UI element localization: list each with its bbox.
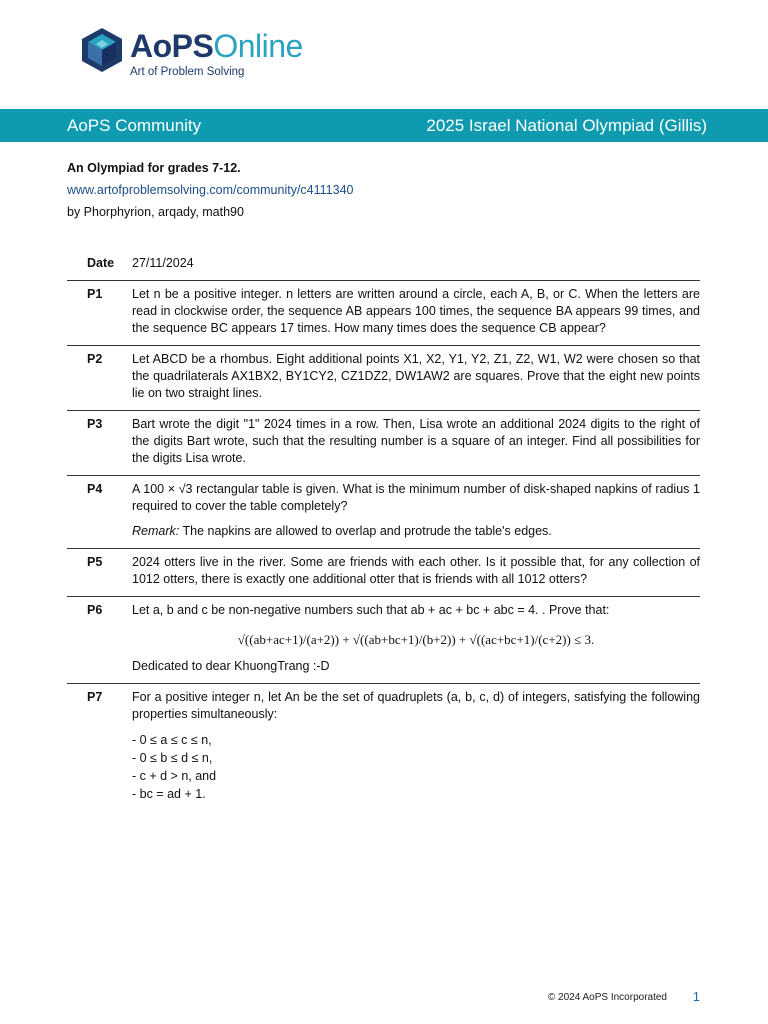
intro (67, 157, 707, 223)
condition-item: - bc = ad + 1. (132, 787, 206, 801)
contest-title: 2025 Israel National Olympiad (Gillis) (426, 116, 707, 135)
condition-item: - c + d > n, and (132, 769, 217, 783)
problem-row-p2 (67, 346, 700, 411)
row-label: P7 (87, 690, 103, 704)
header-band (0, 109, 768, 142)
date-row (67, 250, 700, 281)
problem-text: Let n be a positive integer. n letters are written around a circle, each A, B, or C. When the letters are read in clockwise order, the sequence AB appears 100 times, the sequence BA appears 99 times, and the sequence BC appears 17 times. How many times does the sequence CB appear? (132, 287, 700, 335)
cube-logo-icon (80, 26, 124, 74)
aops-logo (80, 22, 380, 82)
problem-row-p1 (67, 281, 700, 346)
row-label: P2 (87, 352, 103, 366)
remark-text: The napkins are allowed to overlap and protrude the table's edges. (182, 524, 552, 538)
problem-text: Bart wrote the digit "1" 2024 times in a row. Then, Lisa wrote an additional 2024 digits to the right of the digits Bart wrote, such that the resulting number is a square of an integer. Find all possibilities for the digits Lisa wrote. (132, 417, 700, 465)
row-label: P4 (87, 482, 103, 496)
condition-item: - 0 ≤ a ≤ c ≤ n, (132, 733, 212, 747)
remark-label: Remark: (132, 524, 180, 538)
date-value: 27/11/2024 (132, 256, 194, 270)
problem-text: 2024 otters live in the river. Some are friends with each other. Is it possible that, for any collection of 1012 otters, there is exactly one additional otter that is friends with all 1012 otters? (132, 555, 700, 586)
row-label: P6 (87, 603, 103, 617)
problem-row-p5 (67, 549, 700, 597)
row-label: Date (87, 256, 115, 270)
problem-row-p7 (67, 684, 700, 811)
community-title: AoPS Community (67, 116, 202, 135)
problem-row-p6 (67, 597, 700, 684)
problem-row-p3 (67, 411, 700, 476)
problem-text: Let ABCD be a rhombus. Eight additional points X1, X2, Y1, Y2, Z1, Z2, W1, W2 were chosen so that the quadrilaterals AX1BX2, BY1CY2, CZ1DZ2, DW1AW2 are squares. Prove that the eight new points lie on two straight lines. (132, 352, 700, 400)
problem-text: Let a, b and c be non-negative numbers such that ab + ac + bc + abc = 4. . Prove that: (132, 603, 610, 617)
brand-tagline: Art of Problem Solving (130, 66, 245, 78)
problem-row-p4 (67, 476, 700, 549)
remark (132, 523, 700, 540)
dedication: Dedicated to dear KhuongTrang :-D (132, 659, 330, 673)
copyright: © 2024 AoPS Incorporated (547, 992, 667, 1003)
problem-text: For a positive integer n, let An be the set of quadruplets (a, b, c, d) of integers, satisfying the following properties simultaneously: (132, 690, 700, 721)
intro-heading: An Olympiad for grades 7-12. (67, 161, 241, 175)
row-label: P3 (87, 417, 103, 431)
page-number: 1 (692, 989, 700, 1004)
row-label: P1 (87, 287, 103, 301)
problem-table (67, 250, 700, 811)
problem-text: A 100 × √3 rectangular table is given. What is the minimum number of disk-shaped napkins of radius 1 required to cover the table completely? (132, 482, 700, 513)
inequality-formula: √((ab+ac+1)/(a+2)) + √((ab+bc+1)/(b+2)) + √((ac+bc+1)/(c+2)) ≤ 3. (237, 632, 595, 647)
row-label: P5 (87, 555, 103, 569)
condition-item: - 0 ≤ b ≤ d ≤ n, (132, 751, 213, 765)
brand-name: AoPSOnline (130, 28, 303, 64)
condition-list (132, 731, 700, 803)
authors: by Phorphyrion, arqady, math90 (67, 205, 244, 219)
community-link[interactable]: www.artofproblemsolving.com/community/c4111340 (67, 183, 354, 197)
